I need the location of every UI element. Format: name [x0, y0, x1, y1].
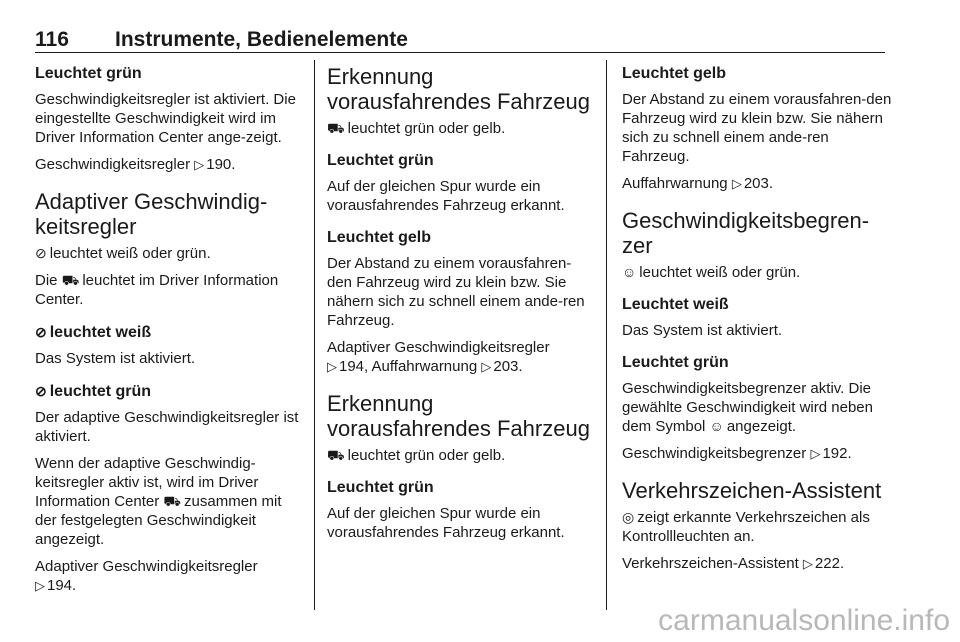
cross-reference: Verkehrszeichen-Assistent ▷ 222.: [622, 555, 845, 572]
body-text: Das System ist aktiviert.: [35, 350, 196, 367]
arrow-right-icon: ▷: [481, 359, 492, 374]
body-text: ☺ leuchtet weiß oder grün.: [622, 264, 801, 281]
column-right: [622, 64, 892, 581]
cross-reference: Adaptiver Geschwindigkeitsregler ▷ 194.: [35, 558, 258, 594]
arrow-right-icon: ▷: [35, 578, 45, 593]
body-text: Wenn der adaptive Geschwindig-keitsregler aktiv ist, wird im Driver Information Center ⛟ zusammen mit der festgelegten Geschwindigkeit angezeigt.: [35, 455, 282, 548]
page-number: 116: [35, 28, 69, 51]
page-header: [35, 28, 885, 52]
cross-reference: Adaptiver Geschwindigkeitsregler ▷ 194, Auffahrwarnung ▷ 203.: [327, 339, 550, 375]
body-text: ⛟ leuchtet grün oder gelb.: [327, 447, 506, 464]
section-title: Verkehrszeichen-Assistent: [622, 478, 882, 503]
header-rule: [35, 52, 885, 53]
section-title: Erkennung vorausfahrendes Fahrzeug: [327, 64, 590, 114]
body-text: Auf der gleichen Spur wurde ein vorausfahrendes Fahrzeug erkannt.: [327, 178, 565, 214]
cross-reference: Geschwindigkeitsbegrenzer ▷ 192.: [622, 445, 852, 462]
section-heading: ⊘ leuchtet weiß: [35, 324, 152, 341]
speedometer-off-icon: ⊘: [35, 245, 47, 261]
body-text: Geschwindigkeitsbegrenzer aktiv. Die gewählte Geschwindigkeit wird neben dem Symbol ☺ angezeigt.: [622, 380, 873, 435]
arrow-right-icon: ▷: [327, 359, 337, 374]
section-heading: Leuchtet gelb: [327, 229, 432, 246]
column-divider: [606, 60, 607, 610]
watermark: carmanualsonline.info: [658, 604, 950, 637]
car-front-icon: ⛟: [163, 493, 182, 509]
body-text: Der Abstand zu einem vorausfahren-den Fahrzeug wird zu klein bzw. Sie nähern sich zu schnell einem ande-ren Fahrzeug.: [622, 91, 892, 165]
body-text: Geschwindigkeitsregler ist aktiviert. Die eingestellte Geschwindigkeit wird im Driver Information Center ange-zeigt.: [35, 91, 296, 146]
traffic-sign-icon: ◎: [622, 509, 635, 525]
section-heading: ⊘ leuchtet grün: [35, 383, 152, 400]
section-heading: Leuchtet weiß: [622, 296, 729, 313]
column-divider: [314, 60, 315, 610]
speedometer-off-icon: ⊘: [35, 383, 47, 399]
body-text: ⊘ leuchtet weiß oder grün.: [35, 245, 211, 262]
body-text: Auf der gleichen Spur wurde ein vorausfahrendes Fahrzeug erkannt.: [327, 505, 565, 541]
limiter-head-icon: ☺: [709, 418, 724, 434]
body-text: Die ⛟ leuchtet im Driver Information Center.: [35, 272, 279, 308]
arrow-right-icon: ▷: [731, 176, 742, 191]
column-left: [35, 64, 303, 603]
cross-reference: Geschwindigkeitsregler ▷ 190.: [35, 156, 236, 173]
body-text: Das System ist aktiviert.: [622, 322, 783, 339]
car-front-icon: ⛟: [327, 120, 345, 136]
section-title: Adaptiver Geschwindig-keitsregler: [35, 189, 268, 239]
limiter-head-icon: ☺: [622, 264, 637, 280]
column-middle: [327, 64, 595, 550]
section-heading: Leuchtet grün: [35, 65, 142, 82]
body-text: Der Abstand zu einem vorausfahren-den Fahrzeug wird zu klein bzw. Sie nähern sich zu schnell einem ande-ren Fahrzeug.: [327, 255, 585, 329]
arrow-right-icon: ▷: [810, 446, 821, 461]
arrow-right-icon: ▷: [194, 157, 205, 172]
chapter-title: Instrumente, Bedienelemente: [115, 28, 408, 51]
speedometer-off-icon: ⊘: [35, 324, 47, 340]
section-title: Erkennung vorausfahrendes Fahrzeug: [327, 391, 590, 441]
section-title: Geschwindigkeitsbegren-zer: [622, 208, 870, 258]
car-front-icon: ⛟: [61, 272, 80, 288]
section-heading: Leuchtet gelb: [622, 65, 727, 82]
body-text: ◎ zeigt erkannte Verkehrszeichen als Kontrollleuchten an.: [622, 509, 870, 545]
body-text: Der adaptive Geschwindigkeitsregler ist aktiviert.: [35, 409, 299, 445]
section-heading: Leuchtet grün: [327, 479, 434, 496]
car-front-icon: ⛟: [327, 447, 345, 463]
arrow-right-icon: ▷: [802, 556, 813, 571]
section-heading: Leuchtet grün: [622, 354, 729, 371]
body-text: ⛟ leuchtet grün oder gelb.: [327, 120, 506, 137]
cross-reference: Auffahrwarnung ▷ 203.: [622, 175, 774, 192]
section-heading: Leuchtet grün: [327, 152, 434, 169]
